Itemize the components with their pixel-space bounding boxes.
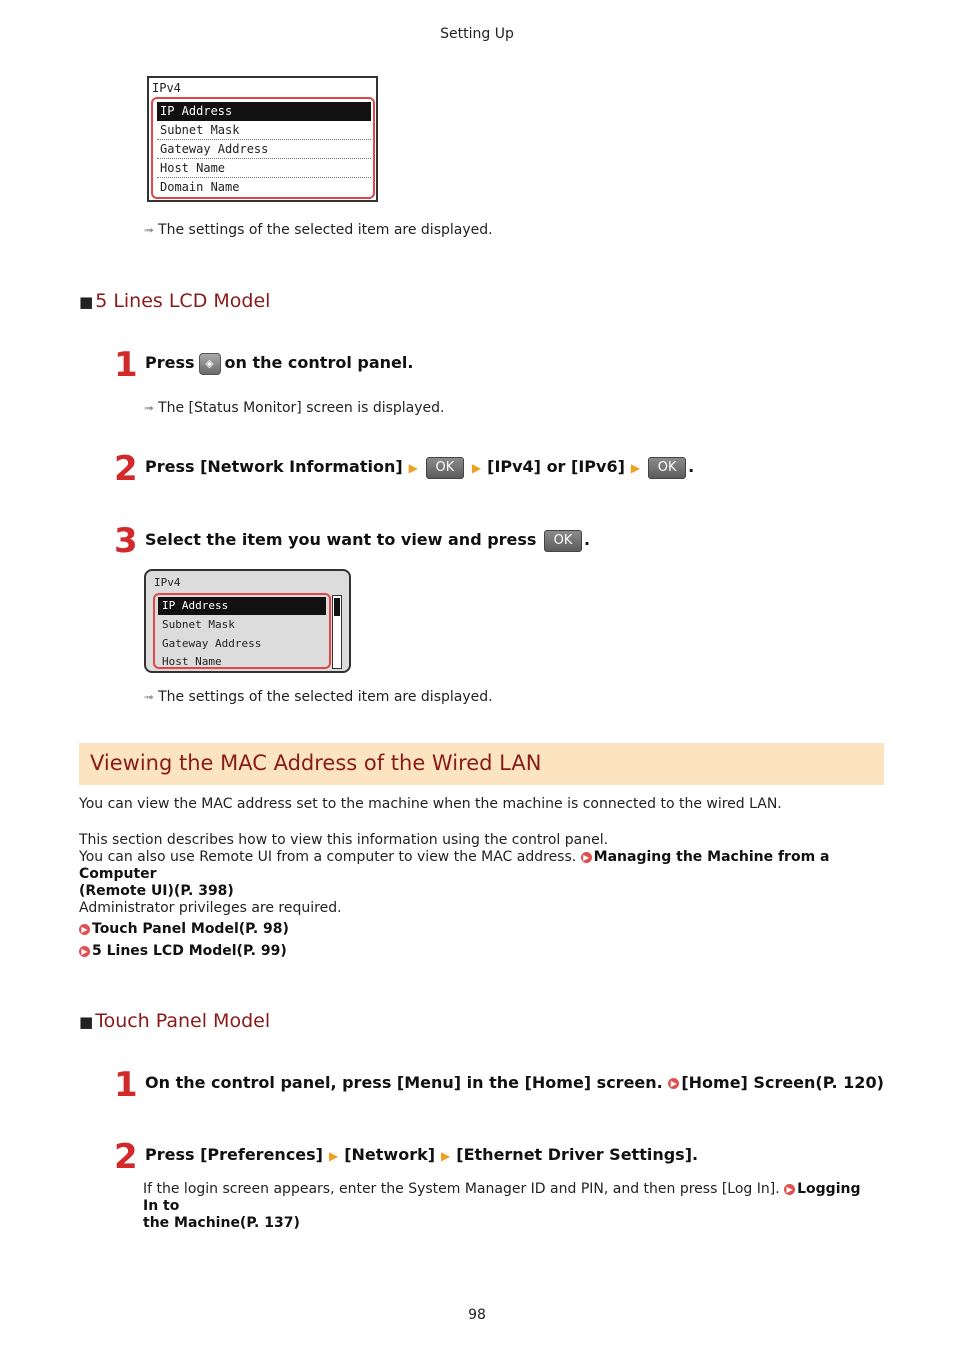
screen-item-gateway-address: Gateway Address: [162, 637, 262, 650]
triangle-right-icon: ▶: [630, 460, 641, 475]
screen-item-host-name: Host Name: [162, 655, 222, 668]
page-number: 98: [468, 1307, 486, 1323]
step-number: 2: [114, 1137, 138, 1177]
result-note: ➟ The [Status Monitor] screen is displayed.: [144, 400, 445, 416]
screen-item-gateway-address: Gateway Address: [157, 140, 371, 159]
selection-frame: [151, 97, 375, 199]
link-lcd-model[interactable]: ▶ 5 Lines LCD Model(P. 99): [79, 943, 287, 960]
section-heading-lcd: ■ 5 Lines LCD Model: [79, 290, 271, 312]
result-note: ➟ The settings of the selected item are displayed.: [144, 689, 493, 705]
screen-item-domain-name: Domain Name: [160, 180, 240, 194]
lcd-screen-mono: [147, 76, 378, 202]
remote-ui-link[interactable]: ▶ Managing the Machine from a Computer: [79, 849, 830, 882]
screen-item-host-name: Host Name: [157, 159, 371, 178]
link-touch-panel-model[interactable]: ▶ Touch Panel Model(P. 98): [79, 921, 289, 938]
step-number: 1: [114, 345, 138, 385]
link-arrow-icon: ▶: [79, 946, 90, 957]
step-text: Select the item you want to view and press OK .: [145, 529, 590, 552]
triangle-right-icon: ▶: [328, 1148, 339, 1163]
remote-ui-link-cont[interactable]: (Remote UI)(P. 398): [79, 883, 234, 899]
page-header: Setting Up: [440, 26, 514, 42]
step-number: 2: [114, 449, 138, 489]
scrollbar: [332, 595, 342, 669]
step-text: Press ◈ on the control panel.: [145, 352, 413, 375]
screen-item-subnet-mask: Subnet Mask: [162, 618, 235, 631]
result-note: ➟ The settings of the selected item are displayed.: [144, 222, 493, 238]
step-text: Press [Preferences] ▶ [Network] ▶ [Ethernet Driver Settings].: [145, 1144, 698, 1167]
ok-key-icon: OK: [648, 457, 686, 479]
status-monitor-key-icon: ◈: [199, 353, 221, 375]
scrollbar-thumb: [334, 598, 340, 616]
step-text: Press [Network Information] ▶ OK ▶ [IPv4] or [IPv6] ▶ OK .: [145, 456, 694, 479]
screen-title: IPv4: [154, 576, 181, 589]
square-bullet-icon: ■: [79, 1013, 94, 1031]
section-banner: [79, 743, 884, 785]
screen-item-ip-address: IP Address: [157, 102, 371, 121]
login-link-cont[interactable]: the Machine(P. 137): [143, 1215, 300, 1231]
section-heading-touch: ■ Touch Panel Model: [79, 1010, 271, 1032]
intro-paragraph: You can view the MAC address set to the machine when the machine is connected to the wired LAN.: [79, 796, 782, 812]
intro-block: This section describes how to view this information using the control panel. You can also use Remote UI from a computer to view the MAC address. ▶ Managing the Machine from a Computer (Remote UI)(P. 398) Administrator privileges are required.: [79, 832, 879, 917]
arrow-right-icon: ➟: [144, 401, 155, 415]
arrow-right-icon: ➟: [144, 690, 155, 704]
step-number: 3: [114, 521, 138, 561]
section-title: Viewing the MAC Address of the Wired LAN: [90, 751, 542, 775]
screen-item-ip-address: IP Address: [158, 597, 326, 615]
square-bullet-icon: ■: [79, 293, 94, 311]
lcd-screen-gray: [144, 569, 351, 673]
link-arrow-icon: ▶: [784, 1184, 795, 1195]
triangle-right-icon: ▶: [441, 1148, 451, 1163]
arrow-right-icon: ➟: [144, 223, 155, 237]
screen-title: IPv4: [152, 81, 181, 95]
link-arrow-icon: ▶: [79, 924, 90, 935]
screen-item-subnet-mask: Subnet Mask: [157, 121, 371, 140]
step-number: 1: [114, 1065, 138, 1105]
step-note: If the login screen appears, enter the System Manager ID and PIN, and then press [Log In]. ▶ Logging In to the Machine(P. 137): [143, 1181, 878, 1232]
link-arrow-icon: ▶: [668, 1078, 679, 1089]
home-screen-link[interactable]: ▶ [Home] Screen(P. 120): [668, 1073, 884, 1092]
link-arrow-icon: ▶: [581, 852, 592, 863]
ok-key-icon: OK: [426, 457, 464, 479]
ok-key-icon: OK: [544, 530, 582, 552]
selection-frame: [153, 593, 331, 669]
step-text: On the control panel, press [Menu] in the [Home] screen. ▶ [Home] Screen(P. 120): [145, 1073, 884, 1092]
login-link[interactable]: ▶ Logging In to: [143, 1181, 861, 1214]
triangle-right-icon: ▶: [471, 460, 482, 475]
triangle-right-icon: ▶: [408, 460, 418, 475]
